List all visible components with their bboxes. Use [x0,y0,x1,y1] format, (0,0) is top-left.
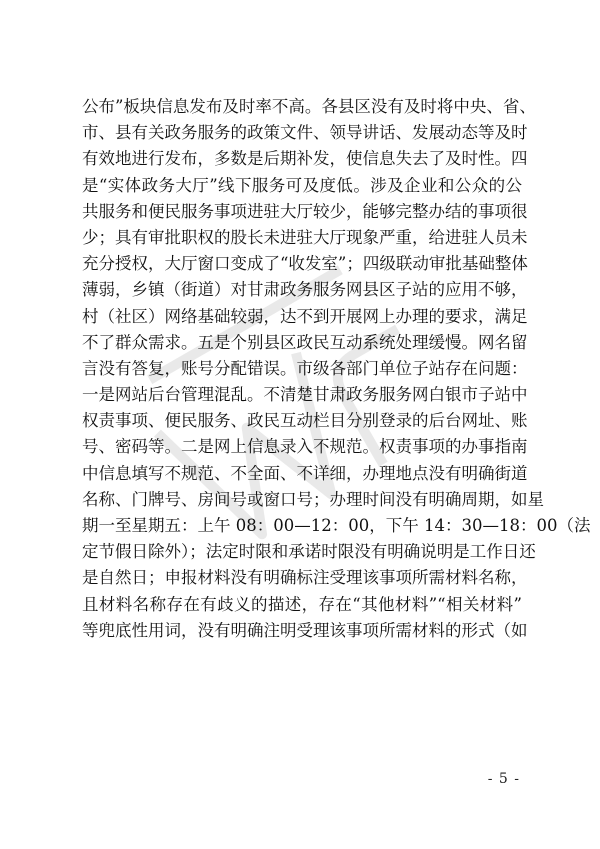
body-text [82,94,591,644]
text-line: 一是网站后台管理混乱。不清楚甘肃政务服务网白银市子站中 [82,385,528,405]
text-line: 言没有答复，账号分配错误。市级各部门单位子站存在问题： [82,358,528,378]
text-line: 薄弱，乡镇（街道）对甘肃政务服务网县区子站的应用不够， [82,280,528,300]
text-line: 村（社区）网络基础较弱，达不到开展网上办理的要求，满足 [82,306,528,326]
text-line: 公布”板块信息发布及时率不高。各县区没有及时将中央、省、 [82,97,536,116]
text-line: 等兜底性用词，没有明确注明受理该事项所需材料的形式（如 [82,620,528,640]
text-line: 市、县有关政务服务的政策文件、领导讲话、发展动态等及时 [82,123,528,143]
text-line: 充分授权，大厅窗口变成了“收发室”；四级联动审批基础整体 [82,254,528,274]
text-line: 且材料名称存在有歧义的描述，存在“其他材料”“相关材料” [82,594,522,614]
text-line: 中信息填写不规范、不全面、不详细，办理地点没有明确街道 [82,463,528,483]
text-line: 少；具有审批职权的股长未进驻大厅现象严重，给进驻人员未 [82,227,528,247]
text-line: 是“实体政务大厅”线下服务可及度低。涉及企业和公众的公 [82,175,522,195]
text-line: 名称、门牌号、房间号或窗口号；办理时间没有明确周期，如星 [82,489,544,509]
text-line: 期一至星期五：上午 08：00—12：00，下午 14：30—18：00（法 [82,516,591,535]
text-line: 共服务和便民服务事项进驻大厅较少，能够完整办结的事项很 [82,201,528,221]
text-line: 定节假日除外）；法定时限和承诺时限没有明确说明是工作日还 [82,542,536,562]
text-line: 是自然日；申报材料没有明确标注受理该事项所需材料名称， [82,568,528,588]
text-line: 号、密码等。二是网上信息录入不规范。权责事项的办事指南 [82,437,528,457]
text-line: 不了群众需求。五是个别县区政民互动系统处理缓慢。网名留 [82,332,528,352]
page-number: - 5 - [487,771,520,787]
text-line: 权责事项、便民服务、政民互动栏目分别登录的后台网址、账 [82,411,528,431]
text-line: 有效地进行发布，多数是后期补发，使信息失去了及时性。四 [82,149,528,169]
